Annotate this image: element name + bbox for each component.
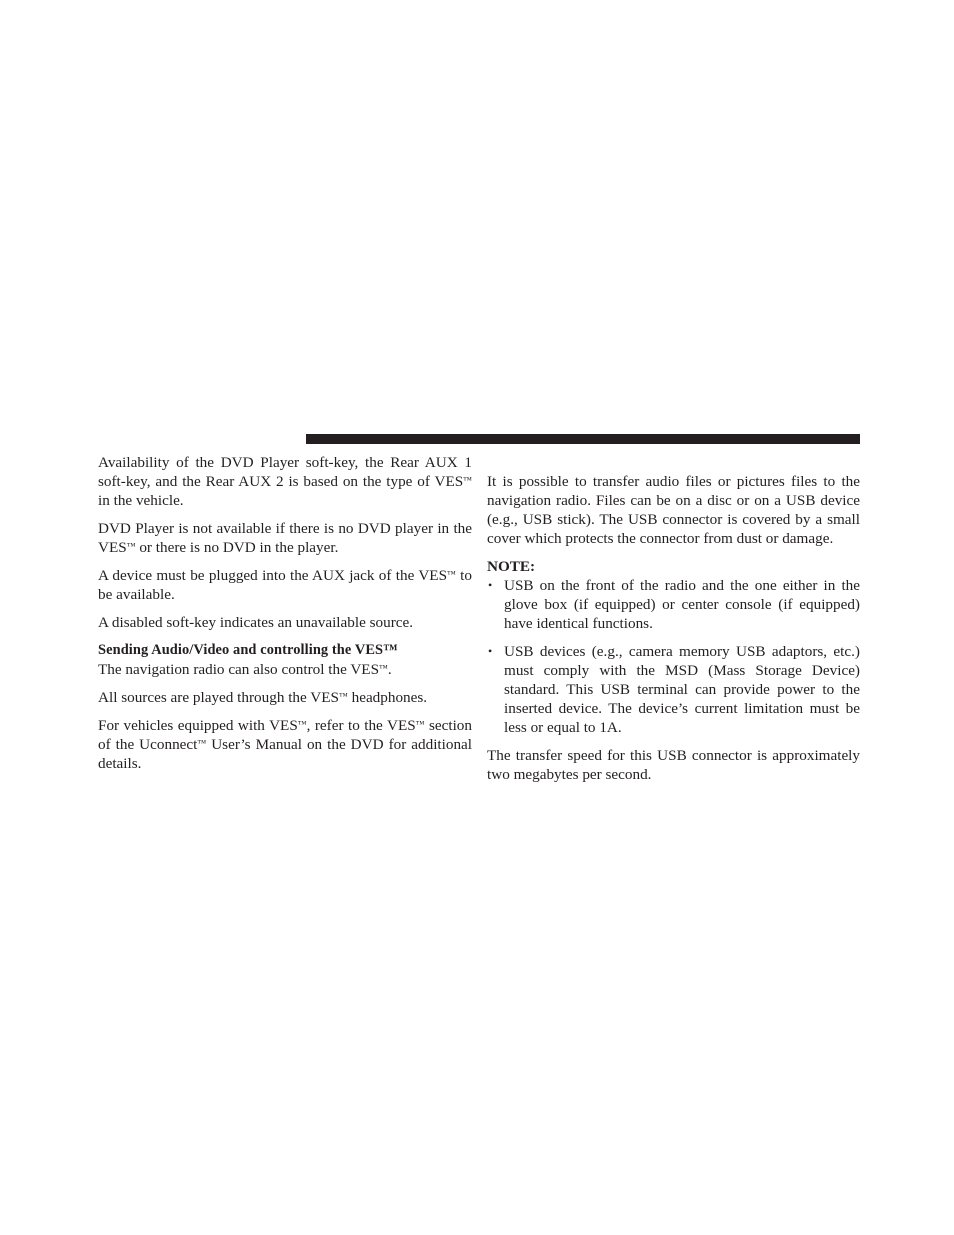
paragraph-ves-manual (98, 716, 472, 773)
paragraph-aux-jack (98, 566, 472, 604)
text: For vehicles equipped with VES (98, 717, 298, 734)
section-heading: Sending Audio/Video and controlling the VES™ (98, 642, 398, 658)
paragraph-transfer-files: It is possible to transfer audio files or pictures files to the navigation radio. Files can be on a disc or on a USB device (e.g., USB stick). The USB connector is covered by a small cover which protects the connector from dust or damage. (487, 473, 860, 547)
text: A device must be plugged into the AUX jack of the VES (98, 567, 448, 584)
trademark: ™ (197, 738, 207, 748)
right-column (487, 472, 860, 793)
text: section of the Uconnect (98, 717, 472, 753)
note-label: NOTE: (487, 558, 536, 575)
trademark: ™ (126, 541, 136, 551)
trademark: ™ (463, 475, 472, 485)
list-item: • USB on the front of the radio and the one either in the glove box (if equipped) or center console (if equipped) have identical functions. (487, 576, 860, 633)
text: . (387, 661, 392, 678)
paragraph-dvd-availability (98, 453, 472, 510)
paragraph-control-ves (98, 660, 472, 679)
paragraph-headphones (98, 688, 472, 707)
text: The navigation radio can also control the VES (98, 661, 380, 678)
paragraph-disabled-softkey: A disabled soft-key indicates an unavailable source. (98, 614, 414, 631)
trademark: ™ (338, 691, 348, 701)
note-bullet-list (487, 576, 860, 737)
text: in the vehicle. (98, 492, 184, 509)
text: All sources are played through the VES (98, 689, 339, 706)
text: User’s Manual on the DVD for additional details. (98, 736, 472, 772)
paragraph-dvd-not-available (98, 519, 472, 557)
left-column (98, 453, 472, 782)
text: , refer to the VES (306, 717, 416, 734)
paragraph-transfer-speed: The transfer speed for this USB connector is approximately two megabytes per second. (487, 747, 860, 783)
text: headphones. (347, 689, 428, 706)
trademark: ™ (447, 569, 456, 579)
text: Availability of the DVD Player soft-key, the Rear AUX 1 soft-key, and the Rear AUX 2 is based on the type of VES (98, 454, 472, 490)
trademark: ™ (297, 719, 307, 729)
trademark: ™ (415, 719, 425, 729)
text: to be available. (98, 567, 472, 603)
list-item: • USB devices (e.g., camera memory USB adaptors, etc.) must comply with the MSD (Mass Storage Device) standard. This USB terminal can provide power to the inserted device. The device’s current limitation must be less or equal to 1A. (487, 642, 860, 737)
header-rule (306, 434, 860, 444)
text: or there is no DVD in the player. (135, 539, 339, 556)
text: DVD Player is not available if there is no DVD player in the VES (98, 520, 472, 556)
trademark: ™ (379, 663, 388, 673)
